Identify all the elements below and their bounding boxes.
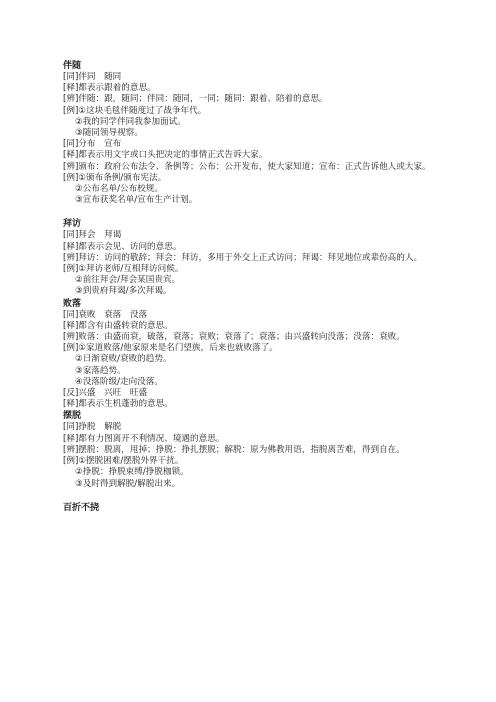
entry-line: [辨]摆脱：脱离，甩掉；挣脱：挣扎摆脱；解脱：原为佛教用语，指脱离苦难，得到自在。 [63,444,405,455]
entry-line: [反]兴盛 兴旺 旺盛 [63,388,148,399]
entry-line: [同]衰败 衰落 没落 [63,309,148,320]
entry-line: [辨]败落：由盛而衰，破落，衰落；衰败；衰落了；衰落；由兴盛转向没落；没落：衰败。 [63,332,405,343]
entry-line: ②日渐衰败/衰败的趋势。 [75,354,172,365]
entry-line: [同]拜会 拜谒 [63,230,122,241]
entry-line: [释]都表示会见、访问的意思。 [63,241,182,252]
entry-line: [释]都含有由盛转衰的意思。 [63,320,173,331]
entry-heading: 百折不挠 [63,502,100,513]
entry-line: [释]都表示生机蓬勃的意思。 [63,399,173,410]
entry-line: ③到贵府拜谒/多次拜谒。 [75,286,172,297]
entry-line: [释]都表示跟着的意思。 [63,83,156,94]
entry-line: ③随同领导视察。 [75,128,143,139]
entry-line: [释]都有力图离开不利情况、境遇的意思。 [63,433,225,444]
entry-line: [例]①拜访老师/互相拜访问候。 [63,264,184,275]
entry-line: ③家落趋势。 [75,365,126,376]
entry-heading: 拜访 [63,219,82,230]
entry-line: ②挣脱：挣脱束缚/挣脱枷锁。 [75,467,189,478]
entry-line: ②前往拜会/拜会某国贵宾。 [75,275,181,286]
entry-line: [例]①摆脱困难/摆脱外界干扰。 [63,456,184,467]
entry-line: [同]分布 宣布 [63,139,122,150]
entry-line: [同]伴同 随同 [63,72,122,82]
entry-line: ②公布名单/公布校规。 [75,184,163,195]
entry-line: ②我的同学伴同我参加面试。 [75,116,186,127]
entry-line: ③宣布获奖名单/宣布生产计划。 [75,195,198,206]
entry-line: [释]都表示用文字或口头把决定的事情正式告诉大家。 [63,150,268,161]
entry-heading: 伴随 [63,61,82,71]
entry-line: [例]①家道败落/他家原来是名门望族，后来也就败落了。 [63,343,278,354]
entry-line: ③及时得到解脱/解脱出来。 [75,478,181,489]
entry-line: [例]①颁布条例/颁布宪法。 [63,172,167,183]
entry-heading: 摆脱 [63,411,82,422]
entry-line: [辨]拜访：访问的敬辞；拜会：拜访，多用于外交上正式访问；拜谒：拜见地位或辈份高的人。 [63,252,423,263]
entry-line: [例]①这块毛毯伴随度过了战争年代。 [63,105,207,116]
entry-line: ④没落阶级/走向没落。 [75,376,163,387]
document-content [63,60,443,514]
entry-line: [辨]伴随：跟，随同；伴同：随同，一同；随同：跟着、陪着的意思。 [63,94,328,105]
entry-line: [辨]颁布：政府公布法令、条例等；公布：公开发布，使大家知道；宣布：正式告诉他人或大家。 [63,161,431,172]
entry-heading: 败落 [63,298,82,309]
entry-line: [同]挣脱 解脱 [63,422,122,433]
